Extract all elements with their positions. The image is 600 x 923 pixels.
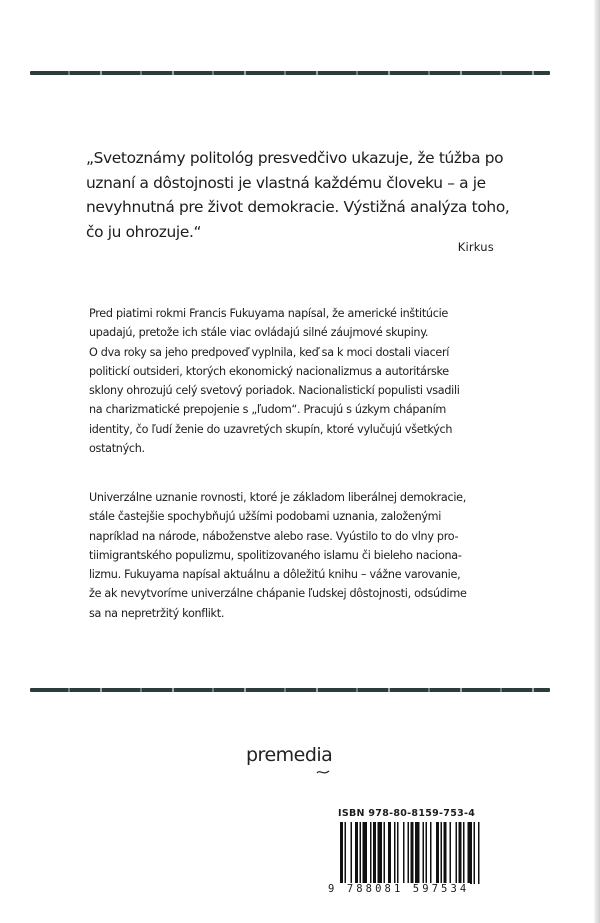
paragraph-line: na charizmatické prepojenie s „ľudom“. Pracujú s úzkym chápaním [89, 403, 446, 417]
barcode-bar [408, 822, 410, 884]
quote-source: Kirkus [457, 240, 494, 254]
barcode-bar [411, 822, 414, 884]
paragraph-line: ostatných. [89, 441, 145, 455]
barcode-bar [388, 822, 391, 884]
barcode-bar [468, 822, 473, 884]
barcode [338, 822, 538, 892]
bottom-divider-rule [30, 688, 550, 692]
barcode-bar [363, 822, 368, 884]
barcode-bar [384, 822, 386, 884]
review-quote: „Svetoznámy politológ presvedčivo ukazuje, že túžba po uznaní a dôstojnosti je vlastná každému človeku – a je nevyhnutná pre život demokracie. Výstižná analýza toho, čo ju ohrozuje.“ [86, 149, 510, 241]
barcode-bar [355, 822, 358, 884]
barcode-bar [378, 822, 383, 884]
barcode-bar [478, 822, 480, 884]
publisher-swoosh-icon [316, 768, 330, 776]
publisher-logo: premedia [246, 744, 333, 766]
barcode-bar [444, 822, 447, 884]
barcode-bar [450, 822, 452, 884]
paragraph-line: stále častejšie spochybňujú užšími podobami uznania, založenými [89, 510, 442, 524]
paragraph-line: identity, čo ľudí ženie do uzavretých skupín, ktoré vylučujú všetkých [89, 422, 453, 436]
description-paragraph-1 [89, 304, 529, 458]
paragraph-line: sa na nepretržitý konflikt. [89, 606, 225, 620]
barcode-bar [423, 822, 425, 884]
isbn-label: ISBN 978-80-8159-753-4 [338, 808, 476, 819]
barcode-bar [415, 822, 420, 884]
barcode-bar [463, 822, 465, 884]
paragraph-line: politickí outsideri, ktorých ekonomický nacionalizmus a autoritárske [89, 364, 449, 378]
barcode-bar [430, 822, 432, 884]
barcode-bar [373, 822, 376, 884]
barcode-bar [474, 822, 476, 884]
barcode-bar [403, 822, 405, 884]
barcode-bar [456, 822, 458, 884]
paragraph-line: Univerzálne uznanie rovnosti, ktoré je základom liberálnej demokracie, [89, 491, 466, 504]
paragraph-line: tiimigrantského populizmu, spolitizovaného islamu či bieleho naciona- [89, 548, 462, 562]
paragraph-line: lizmu. Fukuyama napísal aktuálnu a dôležitú knihu – vážne varovanie, [89, 568, 461, 581]
paragraph-line: napríklad na národe, náboženstve alebo rase. Vyústilo to do vlny pro- [89, 529, 459, 543]
barcode-bar [351, 822, 353, 884]
paragraph-line: Pred piatimi rokmi Francis Fukuyama napísal, že americké inštitúcie [89, 307, 448, 320]
barcode-bar [397, 822, 399, 884]
paragraph-line: upadajú, pretože ich stále viac ovládajú silné záujmové skupiny. [89, 326, 429, 340]
barcode-bar [394, 822, 396, 884]
barcode-bar [436, 822, 439, 884]
paragraph-line: sklony ohrozujú celý svetový poriadok. Nacionalistickí populisti vsadili [89, 384, 460, 397]
barcode-digits: 9 788081 597534 [328, 883, 470, 895]
barcode-bar [340, 822, 343, 884]
barcode-bar [360, 822, 362, 884]
description-paragraph-2 [89, 488, 529, 623]
barcode-bar [426, 822, 428, 884]
barcode-bar [459, 822, 462, 884]
paragraph-line: že ak nevytvoríme univerzálne chápanie ľudskej dôstojnosti, odsúdime [89, 587, 467, 601]
paragraph-line: O dva roky sa jeho predpoveď vyplnila, keď sa k moci dostali viacerí [89, 345, 450, 359]
barcode-bar [441, 822, 443, 884]
barcode-bar [345, 822, 347, 884]
page-edge [594, 0, 600, 923]
top-divider-rule [30, 71, 550, 75]
barcode-bar [370, 822, 372, 884]
